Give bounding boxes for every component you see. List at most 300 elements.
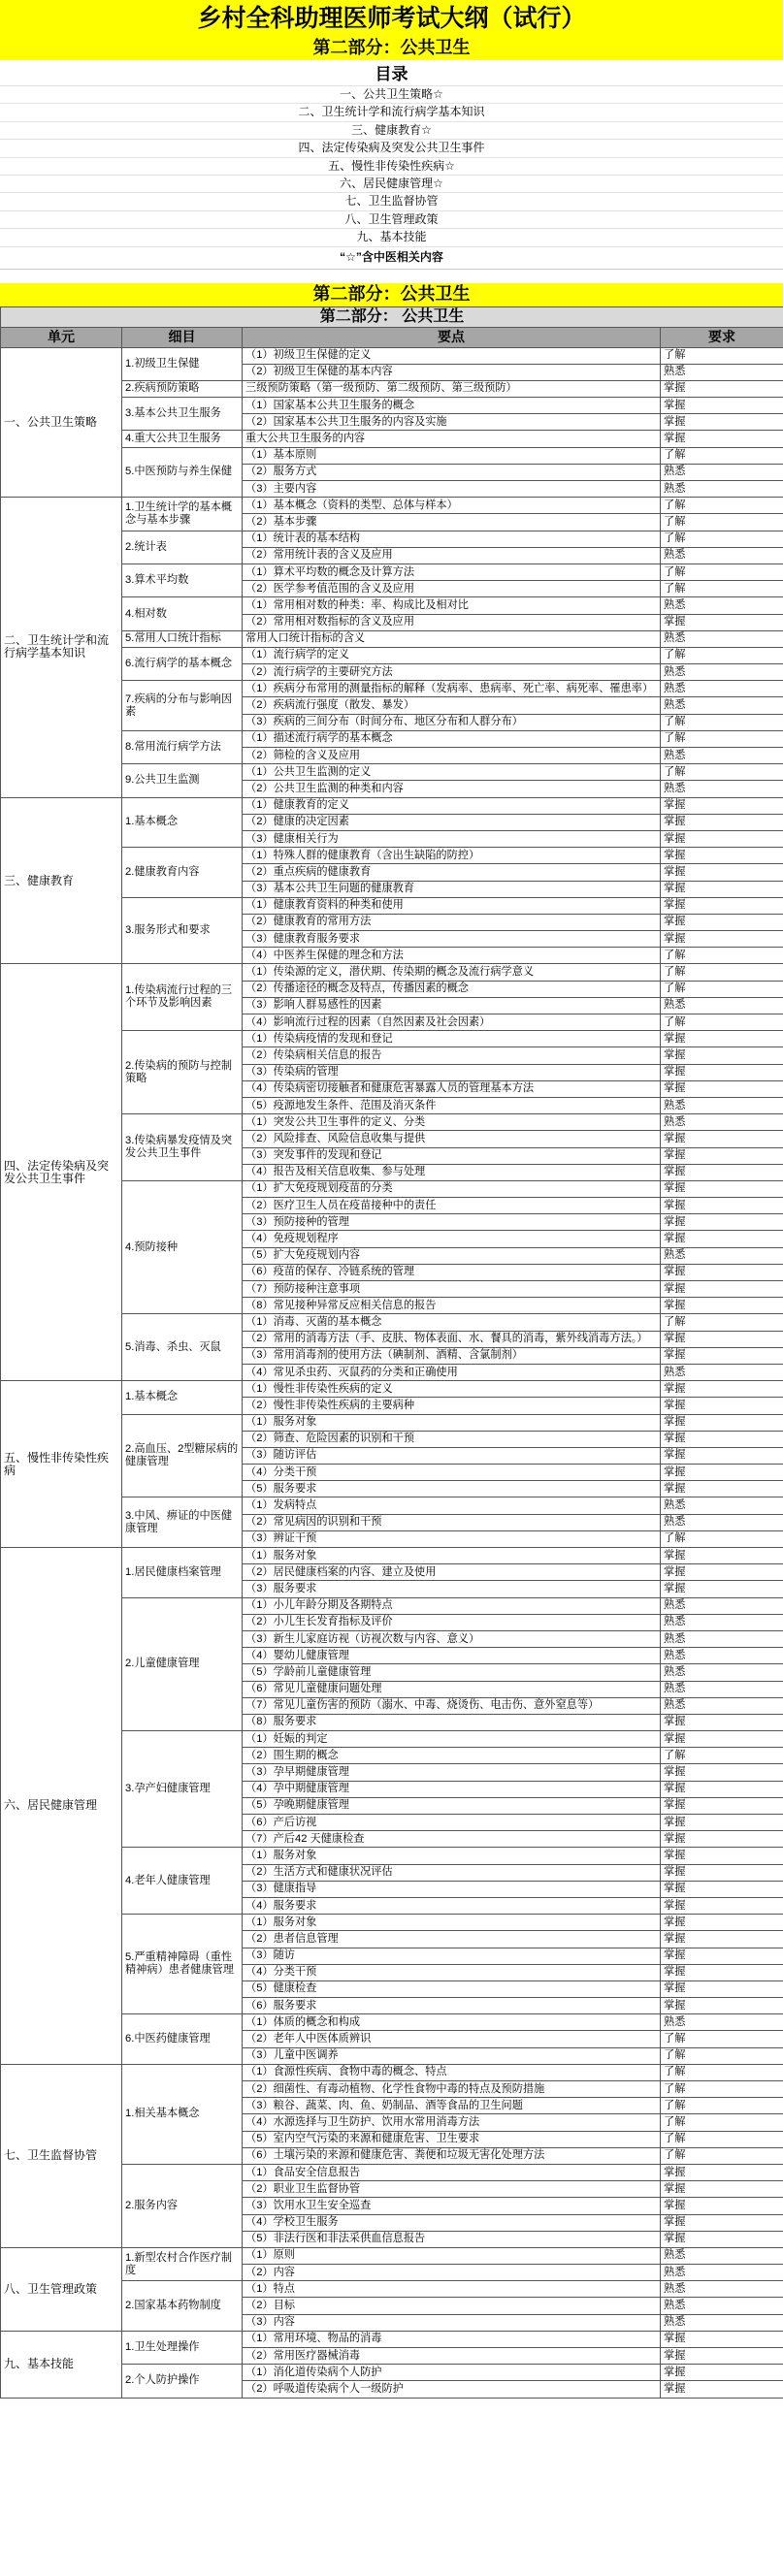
point-cell: （3）孕早期健康管理 (243, 1764, 661, 1781)
requirement-cell: 熟悉 (661, 681, 783, 697)
requirement-cell: 掌握 (661, 1080, 783, 1097)
point-cell: （1）原则 (243, 2247, 661, 2264)
requirement-cell: 掌握 (661, 1131, 783, 1147)
requirement-cell: 掌握 (661, 1915, 783, 1931)
requirement-cell: 熟悉 (661, 697, 783, 714)
point-cell: （1）算术平均数的概念及计算方法 (243, 564, 661, 580)
item-cell: 1.卫生统计学的基本概念与基本步骤 (122, 498, 243, 531)
unit-cell: 六、居民健康管理 (1, 1548, 122, 2065)
unit-cell: 三、健康教育 (1, 797, 122, 964)
point-cell: （1）常用相对数的种类：率、构成比及相对比 (243, 597, 661, 614)
point-cell: （2）围生期的概念 (243, 1748, 661, 1764)
requirement-cell: 了解 (661, 2081, 783, 2098)
requirement-cell: 掌握 (661, 1164, 783, 1180)
point-cell: 常用人口统计指标的含义 (243, 630, 661, 647)
point-cell: （1）服务对象 (243, 1548, 661, 1564)
item-cell: 1.卫生处理操作 (122, 2331, 243, 2364)
point-cell: （2）常见病因的识别和干预 (243, 1514, 661, 1530)
item-cell: 3.算术平均数 (122, 564, 243, 596)
requirement-cell: 掌握 (661, 1264, 783, 1280)
point-cell: （1）健康教育的定义 (243, 797, 661, 814)
page-title: 乡村全科助理医师考试大纲（试行） (0, 0, 783, 37)
point-cell: （2）常用的消毒方法（手、皮肤、物体表面、水、餐具的消毒，紫外线消毒方法。） (243, 1331, 661, 1347)
requirement-cell: 熟悉 (661, 1114, 783, 1131)
requirement-cell: 掌握 (661, 2181, 783, 2198)
unit-cell: 九、基本技能 (1, 2331, 122, 2398)
requirement-cell: 熟悉 (661, 664, 783, 681)
requirement-cell: 了解 (661, 1014, 783, 1031)
requirement-cell: 掌握 (661, 931, 783, 948)
point-cell: （1）小儿年龄分期及各期特点 (243, 1597, 661, 1614)
item-cell: 3.基本公共卫生服务 (122, 398, 243, 431)
point-cell: （1）疾病分布常用的测量指标的解释（发病率、患病率、死亡率、病死率、罹患率） (243, 681, 661, 697)
requirement-cell: 掌握 (661, 1714, 783, 1730)
requirement-cell: 熟悉 (661, 1597, 783, 1614)
point-cell: （1）特殊人群的健康教育（含出生缺陷的防控） (243, 848, 661, 864)
requirement-cell: 掌握 (661, 380, 783, 397)
requirement-cell: 掌握 (661, 897, 783, 914)
point-cell: （2）健康的决定因素 (243, 814, 661, 830)
point-cell: （6）疫苗的保存、冷链系统的管理 (243, 1264, 661, 1280)
requirement-cell: 掌握 (661, 830, 783, 847)
requirement-cell: 了解 (661, 948, 783, 964)
point-cell: （2）重点疾病的健康教育 (243, 864, 661, 881)
requirement-cell: 掌握 (661, 881, 783, 897)
requirement-cell: 掌握 (661, 1331, 783, 1347)
table-row (1, 964, 783, 981)
item-cell: 1.相关基本概念 (122, 2064, 243, 2164)
requirement-cell: 熟悉 (661, 748, 783, 764)
requirement-cell: 熟悉 (661, 481, 783, 498)
requirement-cell: 了解 (661, 764, 783, 781)
point-cell: （3）基本公共卫生问题的健康教育 (243, 881, 661, 897)
requirement-cell: 掌握 (661, 1781, 783, 1797)
requirement-cell: 掌握 (661, 1897, 783, 1914)
point-cell: （2）细菌性、有毒动植物、化学性食物中毒的特点及预防措施 (243, 2081, 661, 2098)
table-row (1, 797, 783, 814)
point-cell: （3）随访评估 (243, 1447, 661, 1464)
requirement-cell: 掌握 (661, 1064, 783, 1080)
point-cell: （2）风险排查、风险信息收集与提供 (243, 1131, 661, 1147)
requirement-cell: 了解 (661, 714, 783, 730)
point-cell: （2）医学参考值范围的含义及应用 (243, 581, 661, 597)
table-body (1, 347, 783, 2398)
requirement-cell: 熟悉 (661, 1630, 783, 1647)
requirement-cell: 掌握 (661, 864, 783, 881)
toc-item: 三、健康教育☆ (0, 121, 783, 139)
point-cell: （5）扩大免疫规划内容 (243, 1247, 661, 1264)
requirement-cell: 了解 (661, 2064, 783, 2080)
requirement-cell: 掌握 (661, 1047, 783, 1064)
point-cell: （7）预防接种注意事项 (243, 1281, 661, 1298)
point-cell: （3）儿童中医调养 (243, 2047, 661, 2064)
point-cell: （2）慢性非传染性疾病的主要病种 (243, 1398, 661, 1414)
requirement-cell: 掌握 (661, 1298, 783, 1314)
requirement-cell: 掌握 (661, 2231, 783, 2247)
requirement-cell: 了解 (661, 347, 783, 364)
point-cell: （3）突发事件的发现和登记 (243, 1147, 661, 1164)
requirement-cell: 了解 (661, 2047, 783, 2064)
point-cell: （1）公共卫生监测的定义 (243, 764, 661, 781)
point-cell: （2）常用相对数指标的含义及应用 (243, 614, 661, 630)
requirement-cell: 了解 (661, 498, 783, 514)
item-cell: 6.流行病学的基本概念 (122, 647, 243, 680)
requirement-cell: 掌握 (661, 1431, 783, 1447)
point-cell: （5）服务要求 (243, 1481, 661, 1497)
point-cell: （5）健康检查 (243, 1980, 661, 1997)
point-cell: （4）免疫规划程序 (243, 1231, 661, 1247)
item-cell: 1.传染病流行过程的三个环节及影响因素 (122, 964, 243, 1031)
point-cell: （1）传染病疫情的发现和登记 (243, 1031, 661, 1047)
item-cell: 2.传染病的预防与控制策略 (122, 1031, 243, 1114)
requirement-cell: 了解 (661, 2098, 783, 2114)
table-of-contents (0, 60, 783, 270)
requirement-cell: 熟悉 (661, 630, 783, 647)
point-cell: （5）非法行医和非法采供血信息报告 (243, 2231, 661, 2247)
header-requirement: 要求 (661, 327, 783, 347)
requirement-cell: 掌握 (661, 2348, 783, 2365)
requirement-cell: 掌握 (661, 848, 783, 864)
toc-item: 六、居民健康管理☆ (0, 175, 783, 192)
requirement-cell: 掌握 (661, 1764, 783, 1781)
item-cell: 2.服务内容 (122, 2164, 243, 2247)
point-cell: （2）传播途径的概念及特点，传播因素的概念 (243, 981, 661, 997)
item-cell: 4.预防接种 (122, 1180, 243, 1314)
point-cell: （1）统计表的基本结构 (243, 531, 661, 547)
point-cell: （2）小儿生长发育指标及评价 (243, 1614, 661, 1630)
requirement-cell: 掌握 (661, 431, 783, 447)
requirement-cell: 掌握 (661, 1198, 783, 1214)
point-cell: （5）室内空气污染的来源和健康危害、卫生要求 (243, 2131, 661, 2147)
item-cell: 5.中医预防与养生保健 (122, 447, 243, 498)
point-cell: （1）国家基本公共卫生服务的概念 (243, 398, 661, 414)
requirement-cell: 熟悉 (661, 1681, 783, 1697)
table-row (1, 2064, 783, 2080)
point-cell: （7）常见儿童伤害的预防（溺水、中毒、烧烫伤、电击伤、意外窒息等） (243, 1697, 661, 1714)
requirement-cell: 掌握 (661, 1398, 783, 1414)
requirement-cell: 了解 (661, 2031, 783, 2047)
point-cell: （6）产后访视 (243, 1815, 661, 1831)
point-cell: （5）孕晚期健康管理 (243, 1797, 661, 1814)
requirement-cell: 了解 (661, 981, 783, 997)
point-cell: （2）初级卫生保健的基本内容 (243, 364, 661, 380)
part-heading: 第二部分：公共卫生 (0, 37, 783, 60)
requirement-cell: 掌握 (661, 1031, 783, 1047)
point-cell: （2）常用医疗器械消毒 (243, 2348, 661, 2365)
point-cell: （3）影响人群易感性的因素 (243, 997, 661, 1014)
point-cell: （1）基本概念（资料的类型、总体与样本） (243, 498, 661, 514)
point-cell: （4）分类干预 (243, 1465, 661, 1481)
item-cell: 2.健康教育内容 (122, 848, 243, 898)
item-cell: 4.老年人健康管理 (122, 1848, 243, 1915)
requirement-cell: 掌握 (661, 914, 783, 930)
point-cell: （1）基本原则 (243, 447, 661, 464)
toc-item: 五、慢性非传染性疾病☆ (0, 157, 783, 175)
point-cell: （2）患者信息管理 (243, 1931, 661, 1948)
point-cell: （1）特点 (243, 2281, 661, 2298)
requirement-cell: 了解 (661, 514, 783, 531)
point-cell: （3）常用消毒剂的使用方法（碘制剂、酒精、含氯制剂） (243, 1347, 661, 1364)
unit-cell: 七、卫生监督协管 (1, 2064, 122, 2247)
item-cell: 1.居民健康档案管理 (122, 1548, 243, 1598)
requirement-cell: 掌握 (661, 2365, 783, 2381)
point-cell: （4）传染病密切接触者和健康危害暴露人员的管理基本方法 (243, 1080, 661, 1097)
toc-item: 二、卫生统计学和流行病学基本知识 (0, 103, 783, 120)
point-cell: （1）食品安全信息报告 (243, 2164, 661, 2180)
table-row (1, 2247, 783, 2264)
header-unit: 单元 (1, 327, 122, 347)
point-cell: （1）发病特点 (243, 1497, 661, 1514)
unit-cell: 四、法定传染病及突发公共卫生事件 (1, 964, 122, 1381)
point-cell: （1）慢性非传染性疾病的定义 (243, 1381, 661, 1398)
point-cell: （2）流行病学的主要研究方法 (243, 664, 661, 681)
point-cell: （4）水源选择与卫生防护、饮用水常用消毒方法 (243, 2114, 661, 2131)
requirement-cell: 掌握 (661, 398, 783, 414)
item-cell: 2.儿童健康管理 (122, 1597, 243, 1731)
point-cell: （3）传染病的管理 (243, 1064, 661, 1080)
header-item: 细目 (122, 327, 243, 347)
item-cell: 5.常用人口统计指标 (122, 630, 243, 647)
requirement-cell: 熟悉 (661, 1514, 783, 1530)
requirement-cell: 掌握 (661, 1931, 783, 1948)
spacer (0, 270, 783, 283)
requirement-cell: 熟悉 (661, 597, 783, 614)
requirement-cell: 掌握 (661, 1414, 783, 1431)
item-cell: 1.初级卫生保健 (122, 347, 243, 380)
point-cell: （6）服务要求 (243, 1998, 661, 2014)
item-cell: 2.国家基本药物制度 (122, 2281, 243, 2332)
point-cell: （5）学龄前儿童健康管理 (243, 1664, 661, 1681)
item-cell: 2.个人防护操作 (122, 2365, 243, 2398)
requirement-cell: 了解 (661, 1748, 783, 1764)
requirement-cell: 掌握 (661, 797, 783, 814)
requirement-cell: 了解 (661, 564, 783, 580)
point-cell: （4）报告及相关信息收集、参与处理 (243, 1164, 661, 1180)
item-cell: 5.消毒、杀虫、灭鼠 (122, 1314, 243, 1381)
point-cell: （3）健康相关行为 (243, 830, 661, 847)
table-row (1, 1548, 783, 1564)
requirement-cell: 掌握 (661, 1998, 783, 2014)
point-cell: （3）服务要求 (243, 1581, 661, 1597)
point-cell: （8）服务要求 (243, 1714, 661, 1730)
point-cell: （3）疾病的三间分布（时间分布、地区分布和人群分布） (243, 714, 661, 730)
point-cell: （1）传染源的定义，潜伏期、传染期的概念及流行病学意义 (243, 964, 661, 981)
toc-item: 八、卫生管理政策 (0, 210, 783, 228)
requirement-cell: 熟悉 (661, 2298, 783, 2314)
point-cell: （4）服务要求 (243, 1897, 661, 1914)
requirement-cell: 掌握 (661, 1381, 783, 1398)
point-cell: （1）初级卫生保健的定义 (243, 347, 661, 364)
requirement-cell: 掌握 (661, 1731, 783, 1748)
point-cell: （2）呼吸道传染病个人一级防护 (243, 2381, 661, 2398)
item-cell: 4.相对数 (122, 597, 243, 630)
toc-list (0, 85, 783, 246)
point-cell: （1）消毒、灭菌的基本概念 (243, 1314, 661, 1331)
point-cell: （1）突发公共卫生事件的定义、分类 (243, 1114, 661, 1131)
requirement-cell: 熟悉 (661, 1614, 783, 1630)
item-cell: 1.基本概念 (122, 1381, 243, 1414)
point-cell: （1）服务对象 (243, 1915, 661, 1931)
item-cell: 5.严重精神障碍（重性精神病）患者健康管理 (122, 1915, 243, 2014)
requirement-cell: 熟悉 (661, 1364, 783, 1380)
toc-heading: 目录 (375, 65, 408, 84)
unit-cell: 二、卫生统计学和流行病学基本知识 (1, 498, 122, 797)
requirement-cell: 熟悉 (661, 997, 783, 1014)
point-cell: （2）常用统计表的含义及应用 (243, 547, 661, 564)
requirement-cell: 掌握 (661, 814, 783, 830)
header-points: 要点 (243, 327, 661, 347)
item-cell: 1.新型农村合作医疗制度 (122, 2247, 243, 2280)
toc-item: 九、基本技能 (0, 228, 783, 245)
point-cell: （3）随访 (243, 1948, 661, 1964)
item-cell: 3.孕产妇健康管理 (122, 1731, 243, 1848)
requirement-cell: 掌握 (661, 1564, 783, 1581)
item-cell: 4.重大公共卫生服务 (122, 431, 243, 447)
requirement-cell: 了解 (661, 581, 783, 597)
requirement-cell: 熟悉 (661, 1664, 783, 1681)
item-cell: 3.传染病暴发疫情及突发公共卫生事件 (122, 1114, 243, 1181)
point-cell: （4）常见杀虫药、灭鼠药的分类和正确使用 (243, 1364, 661, 1380)
requirement-cell: 了解 (661, 531, 783, 547)
requirement-cell: 掌握 (661, 1231, 783, 1247)
table-row (1, 498, 783, 514)
requirement-cell: 熟悉 (661, 547, 783, 564)
item-cell: 2.统计表 (122, 531, 243, 564)
toc-note: “☆”含中医相关内容 (0, 246, 783, 267)
requirement-cell: 了解 (661, 647, 783, 663)
requirement-cell: 掌握 (661, 1964, 783, 1980)
point-cell: （2）医疗卫生人员在疫苗接种中的责任 (243, 1198, 661, 1214)
requirement-cell: 熟悉 (661, 2281, 783, 2298)
part-heading-repeat: 第二部分：公共卫生 (0, 283, 783, 306)
item-cell: 2.高血压、2型糖尿病的健康管理 (122, 1414, 243, 1497)
point-cell: （3）饮用水卫生安全巡查 (243, 2198, 661, 2214)
requirement-cell: 熟悉 (661, 2014, 783, 2031)
item-cell: 8.常用流行病学方法 (122, 730, 243, 763)
requirement-cell: 了解 (661, 2147, 783, 2164)
point-cell: （4）学校卫生服务 (243, 2214, 661, 2231)
point-cell: （3）辨证干预 (243, 1530, 661, 1547)
item-cell: 6.中医药健康管理 (122, 2014, 243, 2065)
requirement-cell: 了解 (661, 964, 783, 981)
point-cell: （6）常见儿童健康问题处理 (243, 1681, 661, 1697)
point-cell: （2）服务方式 (243, 464, 661, 480)
requirement-cell: 掌握 (661, 1180, 783, 1197)
requirement-cell: 掌握 (661, 1347, 783, 1364)
point-cell: （1）扩大免疫规划疫苗的分类 (243, 1180, 661, 1197)
requirement-cell: 熟悉 (661, 1097, 783, 1113)
point-cell: （2）筛查、危险因素的识别和干预 (243, 1431, 661, 1447)
requirement-cell: 了解 (661, 1314, 783, 1331)
point-cell: （4）影响流行过程的因素（自然因素及社会因素） (243, 1014, 661, 1031)
point-cell: （2）疾病流行强度（散发、暴发） (243, 697, 661, 714)
requirement-cell: 了解 (661, 447, 783, 464)
requirement-cell: 掌握 (661, 1548, 783, 1564)
point-cell: （1）健康教育资料的种类和使用 (243, 897, 661, 914)
requirement-cell: 熟悉 (661, 464, 783, 480)
requirement-cell: 熟悉 (661, 1497, 783, 1514)
point-cell: （1）常用环境、物品的消毒 (243, 2331, 661, 2347)
requirement-cell: 掌握 (661, 1815, 783, 1831)
requirement-cell: 掌握 (661, 1581, 783, 1597)
point-cell: （5）疫源地发生条件、范围及消灭条件 (243, 1097, 661, 1113)
point-cell: （2）生活方式和健康状况评估 (243, 1864, 661, 1881)
point-cell: （2）传染病相关信息的报告 (243, 1047, 661, 1064)
syllabus-table (0, 306, 783, 2399)
point-cell: （1）食源性疾病、食物中毒的概念、特点 (243, 2064, 661, 2080)
point-cell: （4）中医养生保健的理念和方法 (243, 948, 661, 964)
unit-cell: 八、卫生管理政策 (1, 2247, 122, 2331)
point-cell: （1）服务对象 (243, 1848, 661, 1864)
requirement-cell: 掌握 (661, 2214, 783, 2231)
unit-cell: 五、慢性非传染性疾病 (1, 1381, 122, 1548)
point-cell: （2）职业卫生监督协管 (243, 2181, 661, 2198)
table-row (1, 2331, 783, 2347)
item-cell: 1.基本概念 (122, 797, 243, 848)
point-cell: （2）国家基本公共卫生服务的内容及实施 (243, 414, 661, 431)
requirement-cell: 掌握 (661, 2381, 783, 2398)
toc-item: 四、法定传染病及突发公共卫生事件 (0, 139, 783, 156)
requirement-cell: 熟悉 (661, 364, 783, 380)
requirement-cell: 掌握 (661, 1214, 783, 1231)
point-cell: （1）描述流行病学的基本概念 (243, 730, 661, 747)
toc-item: 一、公共卫生策略☆ (0, 85, 783, 103)
point-cell: （3）粮谷、蔬菜、肉、鱼、奶制品、酒等食品的卫生问题 (243, 2098, 661, 2114)
point-cell: （6）土壤污染的来源和健康危害、粪便和垃圾无害化处理方法 (243, 2147, 661, 2164)
point-cell: （2）老年人中医体质辨识 (243, 2031, 661, 2047)
requirement-cell: 掌握 (661, 1797, 783, 1814)
requirement-cell: 了解 (661, 730, 783, 747)
point-cell: （1）体质的概念和构成 (243, 2014, 661, 2031)
point-cell: （3）主要内容 (243, 481, 661, 498)
point-cell: （1）流行病学的定义 (243, 647, 661, 663)
point-cell: （2）公共卫生监测的种类和内容 (243, 781, 661, 797)
requirement-cell: 掌握 (661, 1481, 783, 1497)
requirement-cell: 掌握 (661, 614, 783, 630)
requirement-cell: 掌握 (661, 1831, 783, 1848)
requirement-cell: 熟悉 (661, 1697, 783, 1714)
point-cell: （3）新生儿家庭访视（访视次数与内容、意义） (243, 1630, 661, 1647)
item-cell: 2.疾病预防策略 (122, 380, 243, 397)
point-cell: （4）分类干预 (243, 1964, 661, 1980)
point-cell: （3）健康指导 (243, 1881, 661, 1897)
requirement-cell: 掌握 (661, 2164, 783, 2180)
point-cell: （1）服务对象 (243, 1414, 661, 1431)
requirement-cell: 熟悉 (661, 781, 783, 797)
requirement-cell: 了解 (661, 2131, 783, 2147)
point-cell: （2）筛检的含义及应用 (243, 748, 661, 764)
requirement-cell: 熟悉 (661, 1648, 783, 1664)
item-cell: 9.公共卫生监测 (122, 764, 243, 797)
point-cell: （8）常见接种异常反应相关信息的报告 (243, 1298, 661, 1314)
point-cell: （4）孕中期健康管理 (243, 1781, 661, 1797)
requirement-cell: 掌握 (661, 1948, 783, 1964)
point-cell: 重大公共卫生服务的内容 (243, 431, 661, 447)
point-cell: （1）妊娠的判定 (243, 1731, 661, 1748)
point-cell: （7）产后42 天健康检查 (243, 1831, 661, 1848)
requirement-cell: 掌握 (661, 1147, 783, 1164)
requirement-cell: 掌握 (661, 1447, 783, 1464)
table-row (1, 1381, 783, 1398)
unit-cell: 一、公共卫生策略 (1, 347, 122, 498)
point-cell: 三级预防策略（第一级预防、第二级预防、第三级预防） (243, 380, 661, 397)
table-part-label: 第二部分： 公共卫生 (1, 306, 783, 327)
requirement-cell: 掌握 (661, 1281, 783, 1298)
point-cell: （2）内容 (243, 2265, 661, 2281)
point-cell: （2）健康教育的常用方法 (243, 914, 661, 930)
point-cell: （2）目标 (243, 2298, 661, 2314)
requirement-cell: 掌握 (661, 1881, 783, 1897)
